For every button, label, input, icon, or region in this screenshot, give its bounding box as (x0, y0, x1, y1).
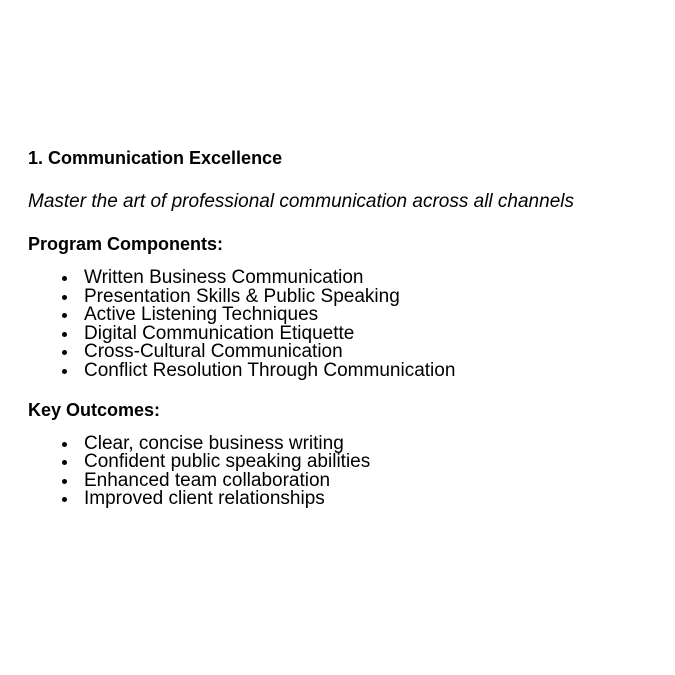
list-item-text: Written Business Communication (84, 267, 364, 288)
list-item (62, 490, 655, 509)
program-components-list (28, 269, 655, 381)
bullet-icon (62, 332, 67, 337)
bullet-icon (62, 460, 67, 465)
key-outcomes-heading: Key Outcomes: (28, 399, 161, 420)
section-title: 1. Communication Excellence (28, 148, 283, 168)
bullet-icon (62, 313, 67, 318)
bullet-icon (62, 350, 67, 355)
program-components-heading: Program Components: (28, 234, 224, 254)
bullet-icon (62, 442, 67, 447)
section-tagline: Master the art of professional communication across all channels (28, 191, 574, 212)
list-item-text: Confident public speaking abilities (84, 451, 371, 473)
bullet-icon (62, 369, 67, 374)
list-item-text: Enhanced team collaboration (84, 469, 331, 491)
bullet-icon (62, 276, 67, 281)
list-item-text: Cross-Cultural Communication (84, 341, 343, 363)
list-item-text: Digital Communication Etiquette (84, 322, 355, 344)
bullet-icon (62, 497, 67, 502)
list-item-text: Active Listening Techniques (84, 304, 319, 326)
list-item-text: Conflict Resolution Through Communication (84, 359, 456, 381)
bullet-icon (62, 295, 67, 300)
list-item (62, 359, 655, 381)
bullet-icon (62, 479, 67, 484)
list-item-text: Clear, concise business writing (84, 432, 344, 454)
list-item-text: Presentation Skills & Public Speaking (84, 285, 400, 307)
list-item-text: Improved client relationships (84, 488, 325, 510)
key-outcomes-list (28, 432, 655, 510)
